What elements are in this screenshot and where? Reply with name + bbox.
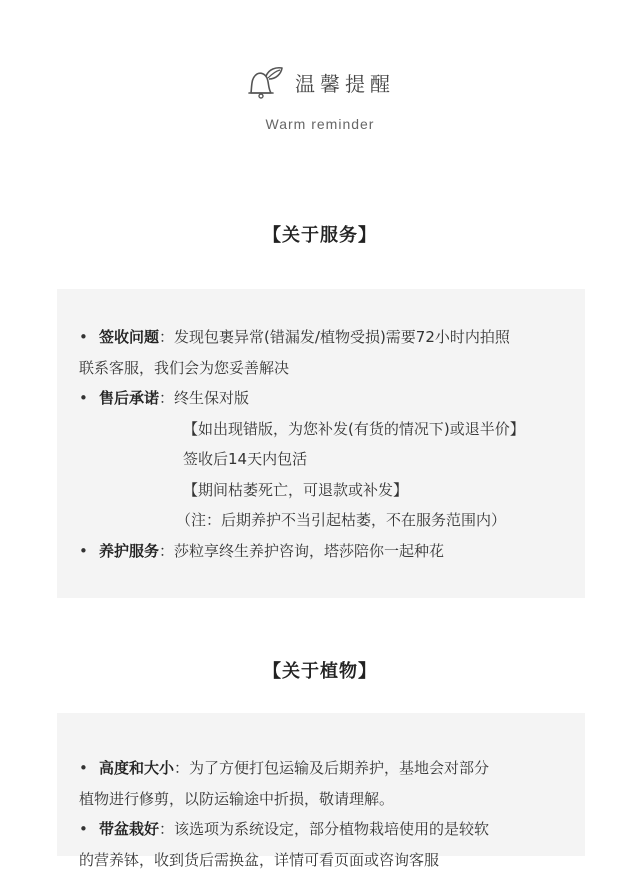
- aftersale-note: （注：后期养护不当引起枯萎，不在服务范围内）: [79, 505, 573, 536]
- plants-heading: 【关于植物】: [0, 657, 640, 683]
- plants-item-size-cont: 植物进行修剪，以防运输途中折损，敬请理解。: [79, 784, 573, 815]
- item-label: 带盆栽好: [99, 820, 159, 838]
- item-colon: ：: [159, 820, 174, 838]
- item-colon: ：: [174, 759, 189, 777]
- item-label: 签收问题: [99, 328, 159, 346]
- bullet: •: [79, 383, 99, 414]
- header: [0, 62, 640, 132]
- bullet: •: [79, 814, 99, 845]
- item-text: 终生保对版: [174, 389, 249, 407]
- plants-item-pot: [79, 814, 573, 845]
- page-title: 温馨提醒: [295, 68, 395, 97]
- bullet: •: [79, 753, 99, 784]
- item-label: 售后承诺: [99, 389, 159, 407]
- plants-item-pot-cont: 的营养钵，收到货后需换盆，详情可看页面或咨询客服: [79, 845, 573, 875]
- plants-item-size: [79, 753, 573, 784]
- service-item-care: [79, 536, 573, 567]
- bullet: •: [79, 322, 99, 353]
- item-label: 高度和大小: [99, 759, 174, 777]
- aftersale-subline: 【如出现错版，为您补发(有货的情况下)或退半价】: [79, 414, 573, 445]
- item-text: 该选项为系统设定，部分植物栽培使用的是较软: [174, 820, 489, 838]
- item-colon: ：: [159, 328, 174, 346]
- aftersale-subline: 【期间枯萎死亡，可退款或补发】: [79, 475, 573, 506]
- item-text: 为了方便打包运输及后期养护，基地会对部分: [189, 759, 489, 777]
- item-colon: ：: [159, 542, 174, 560]
- item-label: 养护服务: [99, 542, 159, 560]
- service-heading: 【关于服务】: [0, 221, 640, 247]
- service-item-aftersale: [79, 383, 573, 414]
- service-item-signing-cont: 联系客服，我们会为您妥善解决: [79, 353, 573, 384]
- service-box: [57, 289, 585, 598]
- item-colon: ：: [159, 389, 174, 407]
- title-row: [0, 62, 640, 102]
- aftersale-subline: 签收后14天内包活: [79, 444, 573, 475]
- service-item-signing: [79, 322, 573, 353]
- bell-leaf-icon: [245, 65, 285, 99]
- bullet: •: [79, 536, 99, 567]
- item-text: 莎粒享终生养护咨询，塔莎陪你一起种花: [174, 542, 444, 560]
- plants-box: [57, 713, 585, 856]
- page-subtitle: Warm reminder: [0, 116, 640, 132]
- item-text: 发现包裹异常(错漏发/植物受损)需要72小时内拍照: [174, 328, 510, 346]
